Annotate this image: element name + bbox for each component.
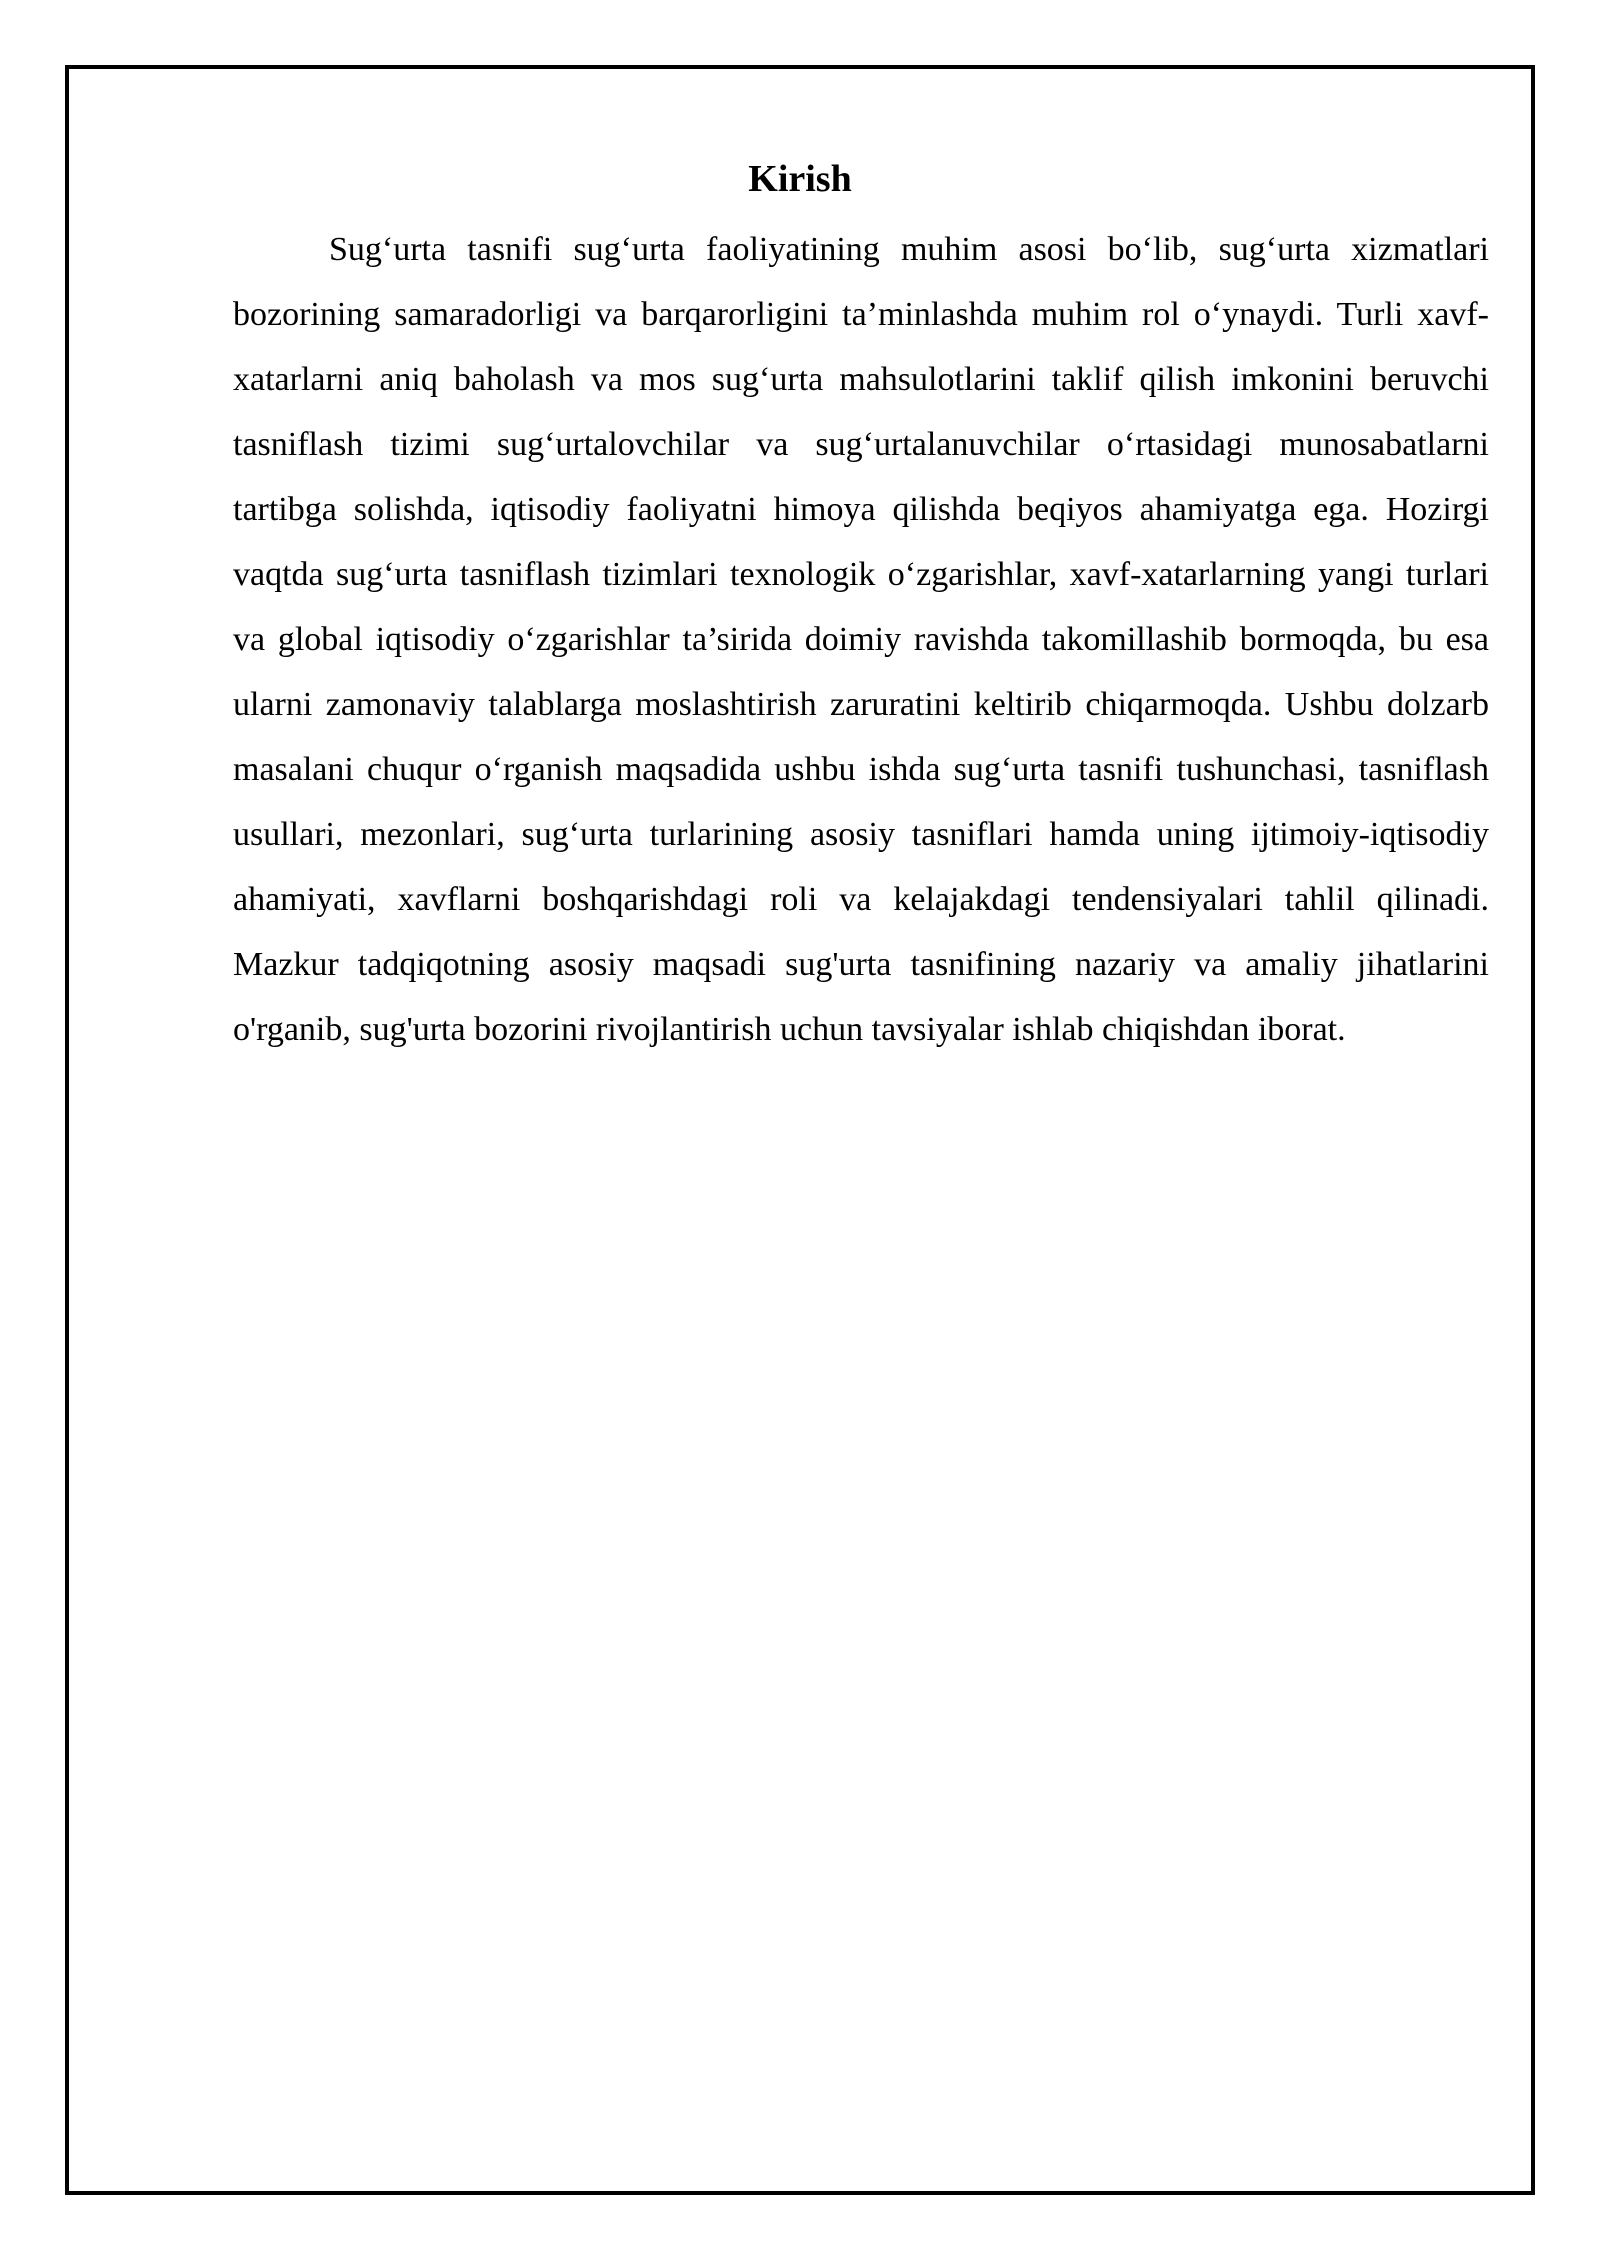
body-paragraph: Sug‘urta tasnifi sug‘urta faoliyatining muhim asosi bo‘lib, sug‘urta xizmatlari bozorining samaradorligi va barqarorligini ta’minlashda muhim rol o‘ynaydi. Turli xavf-xatarlarni aniq baholash va mos sug‘urta mahsulotlarini taklif qilish imkonini beruvchi tasniflash tizimi sug‘urtalovchilar va sug‘urtalanuvchilar o‘rtasidagi munosabatlarni tartibga solishda, iqtisodiy faoliyatni himoya qilishda beqiyos ahamiyatga ega. Hozirgi vaqtda sug‘urta tasniflash tizimlari texnologik o‘zgarishlar, xavf-xatarlarning yangi turlari va global iqtisodiy o‘zgarishlar ta’sirida doimiy ravishda takomillashib bormoqda, bu esa ularni zamonaviy talablarga moslashtirish zaruratini keltirib chiqarmoqda. Ushbu dolzarb masalani chuqur o‘rganish maqsadida ushbu ishda sug‘urta tasnifi tushunchasi, tasniflash usullari, mezonlari, sug‘urta turlarining asosiy tasniflari hamda uning ijtimoiy-iqtisodiy ahamiyati, xavflarni boshqarishdagi roli va kelajakdagi tendensiyalari tahlil qilinadi. Mazkur tadqiqotning asosiy maqsadi sug'urta tasnifining nazariy va amaliy jihatlarini o'rganib, sug'urta bozorini rivojlantirish uchun tavsiyalar ishlab chiqishdan iborat. (233, 231, 1489, 1048)
page-frame (65, 65, 1535, 2195)
section-heading: Kirish (748, 158, 852, 200)
